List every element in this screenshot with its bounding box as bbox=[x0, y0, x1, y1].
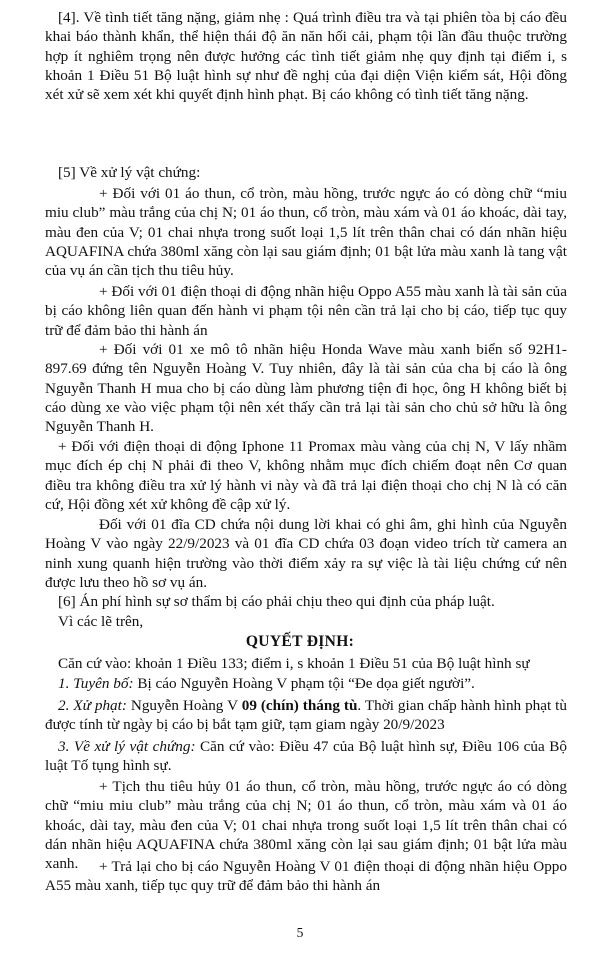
paragraph-evidence-clothing: + Đối với 01 áo thun, cổ tròn, màu hồng, trước ngực áo có dòng chữ “miu miu club” màu trắng của chị N; 01 áo thun, cổ tròn, màu xám và 01 áo khoác, dài tay, màu đen của V; 01 chai nhựa trong suốt loại 1,5 lít trên thân chai có dán nhãn hiệu AQUAFINA chứa 380ml xăng còn lại sau giám định; 01 bật lửa màu xanh là tang vật của vụ án cần tịch thu tiêu hủy. bbox=[45, 185, 567, 280]
paragraph-evidence-heading: [5] Về xử lý vật chứng: bbox=[58, 164, 201, 181]
paragraph-court-fee: [6] Án phí hình sự sơ thẩm bị cáo phải chịu theo qui định của pháp luật. bbox=[58, 593, 495, 610]
sentence-pre: Nguyễn Hoàng V bbox=[126, 697, 242, 714]
verdict-text: Bị cáo Nguyễn Hoàng V phạm tội “Đe dọa giết người”. bbox=[133, 675, 475, 692]
decision-item-verdict bbox=[45, 674, 567, 693]
decision-item-sentence bbox=[45, 696, 567, 735]
sentence-post: . Thời gian chấp hành hình phạt tù được tính từ ngày bị cáo bị bắt tạm giữ, tạm giam ngày 20/9/2023 bbox=[45, 697, 567, 734]
paragraph-evidence-cd: Đối với 01 đĩa CD chứa nội dung lời khai có ghi âm, ghi hình của Nguyễn Hoàng V vào ngày 22/9/2023 và 01 đĩa CD chứa 03 đoạn video trích từ camera an ninh xung quanh hiện trường vào thời điểm xảy ra sự việc là tài liệu chứng cứ nên được lưu theo hồ sơ vụ án. bbox=[45, 516, 567, 591]
sentence-term: 09 (chín) tháng tù bbox=[241, 697, 358, 714]
evidence-basis-text: Căn cứ vào: Điều 47 của Bộ luật hình sự, Điều 106 của Bộ luật Tố tụng hình sự. bbox=[45, 738, 567, 775]
sentence-label: 2. Xử phạt: bbox=[58, 697, 127, 714]
decision-heading: QUYẾT ĐỊNH: bbox=[245, 633, 355, 650]
evidence-label: 3. Về xử lý vật chứng: bbox=[58, 738, 196, 755]
decision-item-evidence bbox=[45, 737, 567, 776]
paragraph-evidence-motorbike: + Đối với 01 xe mô tô nhãn hiệu Honda Wave màu xanh biển số 92H1-897.69 đứng tên Nguyễn Hoàng V. Tuy nhiên, đây là tài sản của cha bị cáo là ông Nguyễn Thanh H mua cho bị cáo dùng làm phương tiện đi học, ông H không biết bị cáo dùng xe vào việc phạm tội nên xét thấy cần trả lại tài sản cho chủ sở hữu là ông Nguyễn Thanh H. bbox=[45, 341, 567, 436]
decision-evidence-return: + Trả lại cho bị cáo Nguyễn Hoàng V 01 điện thoại di động nhãn hiệu Oppo A55 màu xanh, tiếp tục quy trữ để đảm bảo thi hành án bbox=[45, 858, 567, 895]
paragraph-reasons: Vì các lẽ trên, bbox=[58, 613, 144, 630]
paragraph-mitigating-circumstances: [4]. Về tình tiết tăng nặng, giảm nhẹ : Quá trình điều tra và tại phiên tòa bị cáo đều khai báo thành khẩn, thể hiện thái độ ăn năn hối cải, phạm tội lần đầu thuộc trường hợp ít nghiêm trọng nên được hưởng các tình tiết giảm nhẹ quy định tại điểm i, s khoản 1 Điều 51 Bộ luật hình sự như đề nghị của đại diện Viện kiểm sát, Hội đồng xét xử sẽ xem xét khi quyết định hình phạt. Bị cáo không có tình tiết tăng nặng. bbox=[45, 9, 567, 104]
decision-legal-basis: Căn cứ vào: khoản 1 Điều 133; điểm i, s khoản 1 Điều 51 của Bộ luật hình sự bbox=[58, 655, 530, 672]
verdict-label: 1. Tuyên bố: bbox=[58, 675, 134, 692]
paragraph-evidence-oppo-phone: + Đối với 01 điện thoại di động nhãn hiệu Oppo A55 màu xanh là tài sản của bị cáo không liên quan đến hành vi phạm tội nên cần trả lại cho bị cáo, tiếp tục quy trữ để đảm bảo thi hành án bbox=[45, 283, 567, 339]
page-number: 5 bbox=[296, 925, 304, 940]
decision-evidence-destroy: + Tịch thu tiêu hủy 01 áo thun, cổ tròn, màu hồng, trước ngực áo có dòng chữ “miu miu club” màu trắng của chị N; 01 áo thun, cổ tròn, màu xám và 01 áo khoác, dài tay, màu đen của V; 01 chai nhựa trong suốt loại 1,5 lít trên thân chai có dán nhãn hiệu AQUAFINA chứa 380ml xăng còn lại sau giám định; 01 bật lửa màu xanh. bbox=[45, 778, 567, 873]
paragraph-evidence-iphone: + Đối với điện thoại di động Iphone 11 Promax màu vàng của chị N, V lấy nhầm mục đích ép chị N phải đi theo V, không nhằm mục đích chiếm đoạt nên Cơ quan điều tra không điều tra xử lý hành vi này và đã trả lại điện thoại cho chị N là có căn cứ, Hội đồng xét xử không đề cập xử lý. bbox=[45, 438, 567, 513]
